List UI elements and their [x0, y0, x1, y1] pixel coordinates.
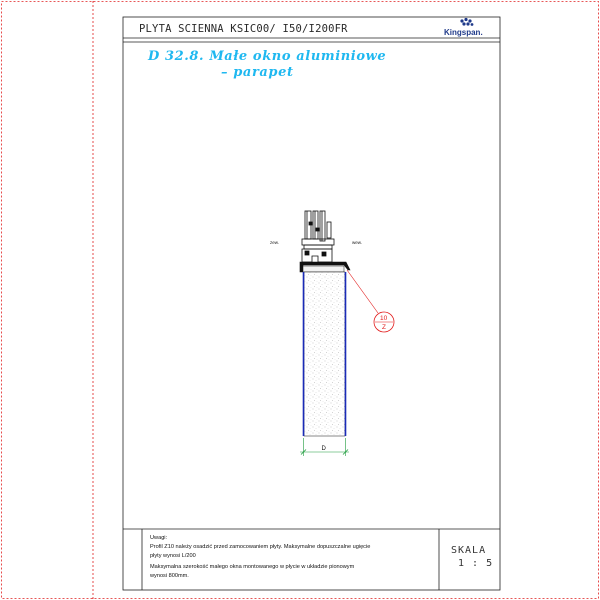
callout-detail-sheet: Z	[382, 324, 386, 331]
window-sill-detail	[270, 211, 394, 456]
scale-label: SKALA	[451, 545, 487, 556]
panel-thickness-dimension	[300, 438, 349, 456]
aluminium-window-profile	[302, 211, 334, 262]
notes-line-2: płyty wynosi L/200	[150, 553, 196, 559]
sheet-border	[2, 2, 599, 599]
interior-label: wew.	[352, 240, 363, 245]
kingspan-logo	[444, 18, 483, 37]
exterior-label: zew.	[270, 240, 280, 245]
detail-callout	[347, 270, 394, 332]
dimension-label: D	[321, 446, 326, 452]
notes-line-4: wynosi 800mm.	[150, 573, 189, 579]
header-title: PLYTA SCIENNA KSIC00/ I50/I200FR	[139, 23, 348, 35]
notes-line-3: Maksymalna szerokość małego okna montowanego w płycie w układzie pionowym	[150, 564, 355, 570]
scale-value: 1 : 5	[458, 558, 494, 569]
drawing-subtitle: – parapet	[221, 65, 294, 80]
sill-insulation	[303, 266, 344, 272]
sandwich-panel-core	[304, 272, 345, 436]
brand-name: Kingspan.	[444, 28, 483, 37]
notes-line-1: Profil Z10 należy osadzić przed zamocowaniem płyty. Maksymalne dopuszczalne ugięcie	[150, 544, 371, 550]
notes-heading: Uwagi:	[150, 535, 168, 541]
drawing-title: D 32.8. Małe okno aluminiowe	[148, 49, 387, 64]
callout-detail-number: 10	[380, 315, 388, 322]
